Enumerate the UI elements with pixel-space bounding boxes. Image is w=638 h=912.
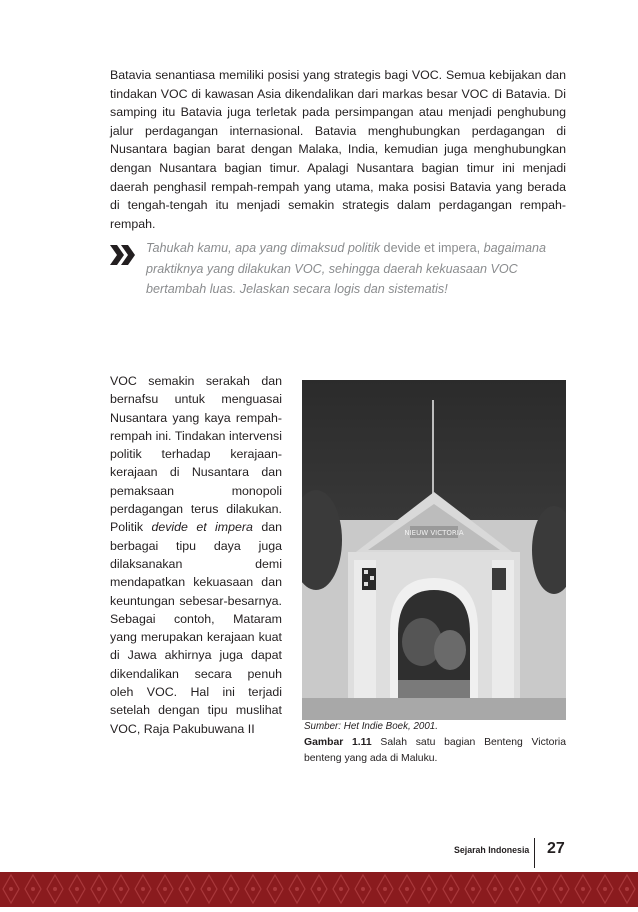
footer-divider: [534, 838, 535, 868]
left-column-text: [110, 372, 282, 738]
left-column-italic: devide et impera: [151, 520, 253, 535]
caption-text: Salah satu bagian Benteng Victoria benteng yang ada di Maluku.: [304, 737, 566, 764]
gate-sign: NIEUW VICTORIA: [404, 529, 464, 537]
page-number: 27: [547, 840, 565, 857]
question-part-1: Tahukah kamu, apa yang dimaksud politik: [146, 241, 381, 255]
footer-book-title: Sejarah Indonesia: [454, 845, 530, 855]
caption-label: Gambar 1.11: [304, 737, 372, 748]
question-part-3: bagaimana praktiknya yang dilakukan VOC, sehingga daerah kekuasaan VOC bertambah luas. Jelaskan secara logis dan sistematis!: [146, 241, 546, 296]
question-box: [146, 238, 566, 300]
fort-victoria-photo: [302, 380, 566, 720]
main-paragraph: Batavia senantiasa memiliki posisi yang strategis bagi VOC. Semua kebijakan dan tindakan VOC di kawasan Asia dikendalikan dari markas besar VOC di Batavia. Di samping itu Batavia juga terletak pada persimpangan atau menjadi penghubung jalur perdagangan internasional. Batavia menghubungkan perdagangan di Nusantara bagian barat dengan Malaka, India, kemudian juga menghubungkan dengan Nusantara bagian timur. Apalagi Nusantara bagian timur ini menjadi daerah penghasil rempah-rempah yang utama, maka posisi Batavia yang berada di tengah-tengah itu menjadi semakin strategis dalam perdagangan rempah-rempah.: [110, 68, 566, 231]
question-term: devide et impera,: [380, 241, 481, 255]
double-chevron-icon: [110, 245, 136, 265]
figure-source: Sumber: Het Indie Boek, 2001.: [304, 721, 438, 732]
footer-ornament: [0, 872, 638, 907]
figure-caption: [304, 735, 566, 766]
left-column-part-1: VOC semakin serakah dan bernafsu untuk menguasai Nusantara yang kaya rempah-rempah ini. Tindakan intervensi politik terhadap kerajaan-kerajaan di Nusantara dan pemaksaan monopoli perdagangan terus dilakukan. Politik: [110, 374, 282, 535]
footer-band: [0, 872, 638, 907]
left-column-part-2: dan berbagai tipu daya juga dilaksanakan demi mendapatkan kekuasaan dan keuntungan sebesar-besarnya. Sebagai contoh, Mataram yang merupakan kerajaan kuat di Jawa akhirnya juga dapat dikendalikan secara penuh oleh VOC. Hal ini terjadi setelah dengan tipu muslihat VOC, Raja Pakubuwana II: [110, 520, 282, 736]
